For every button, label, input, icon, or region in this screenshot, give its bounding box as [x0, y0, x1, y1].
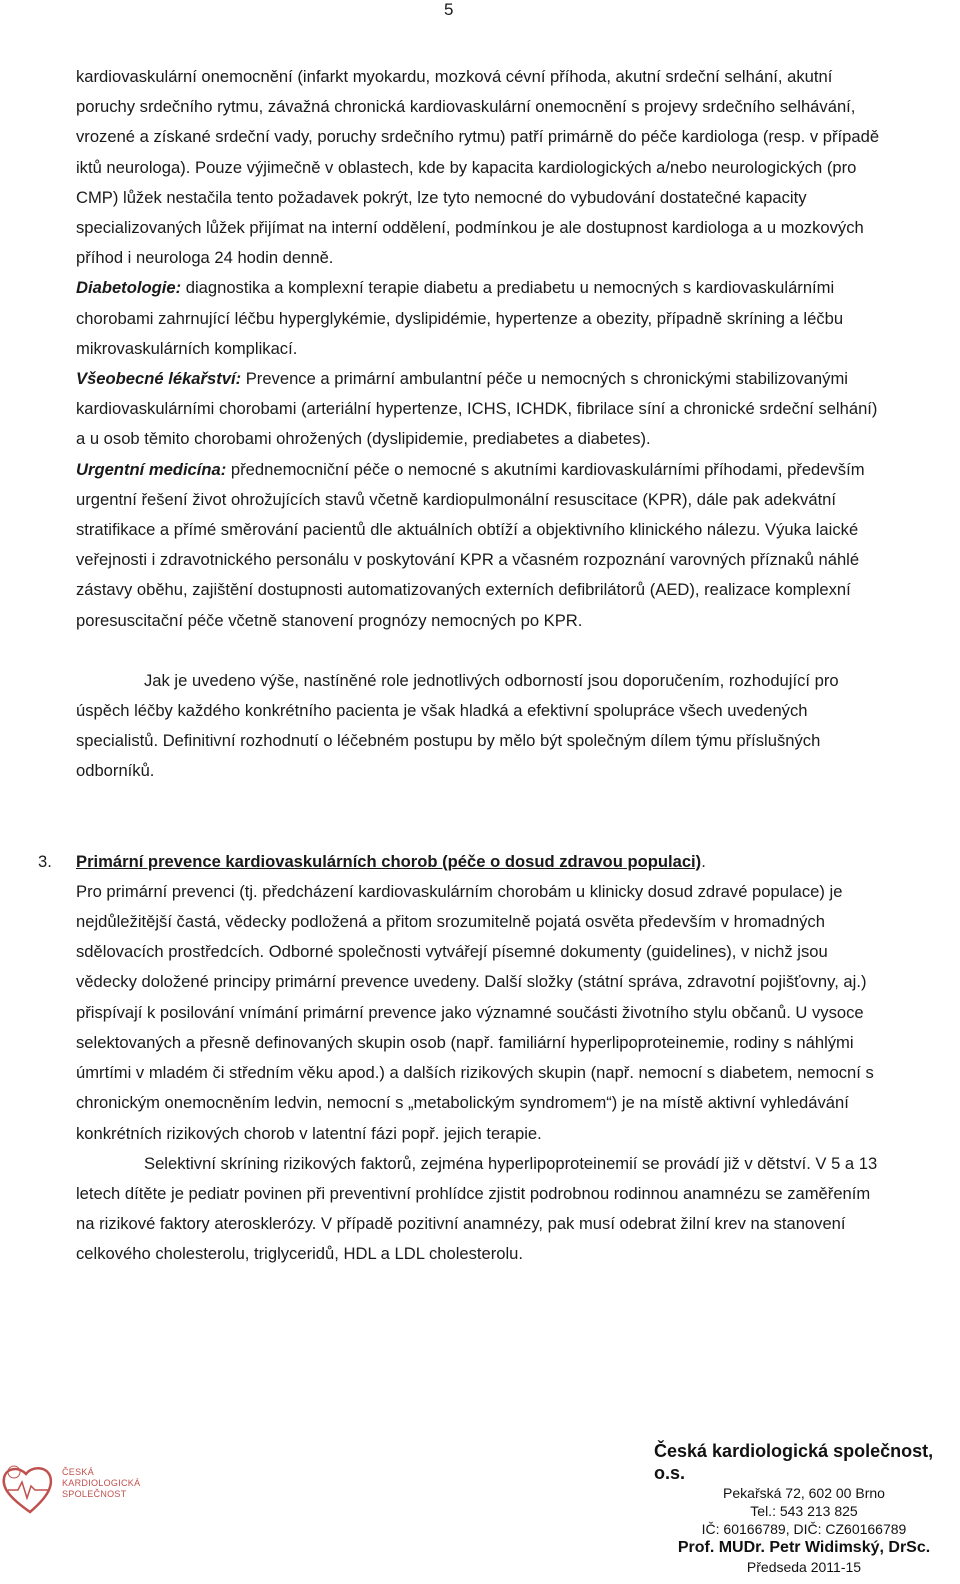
stamp-role: Předseda 2011-15 [746, 1559, 862, 1575]
intro-text-b: Pouze výjimečně v oblastech, kde by kapacita kardiologických a/nebo neurologických (pro CMP) lůžek nestačila tento požadavek pokrýt, lze tyto nemocné do vybudování dostatečné kapacity specializovaných lůžek přijímat na interní oddělení, podmínkou je ale dostupnost kardiologa a u mozkových příhod i neurologa 24 hodin denně. [76, 157, 864, 268]
organization-stamp [654, 1440, 954, 1576]
term-diabetologie: Diabetologie: [76, 278, 182, 298]
paragraph-screening: Selektivní skríning rizikových faktorů, zejména hyperlipoproteinemií se provádí již v dětství. V 5 a 13 letech dítěte je pediatr povinen při preventivní prohlídce zjistit podrobnou rodinnou anamnézu se zaměřením na rizikové faktory aterosklerózy. V případě pozitivní anamnézy, pak musí odebrat žilní krev na stanovení celkového cholesterolu, triglyceridů, HDL a LDL cholesterolu. [76, 1153, 878, 1264]
paragraph-diabetologie [76, 273, 888, 364]
vseobecne-lekarstvi-text: Prevence a primární ambulantní péče u nemocných s chronickými stabilizovanými kardiovaskulárními chorobami (arteriální hypertenze, ICHS, ICHDK, fibrilace síní a chronické srdeční selhání) a u osob těmito chorobami ohrožených (dyslipidemie, prediabetes a diabetes). [76, 369, 878, 449]
logo-line-2: KARDIOLOGICKÁ [62, 1478, 141, 1488]
section-3 [38, 847, 888, 1270]
document-body [38, 62, 888, 1270]
stamp-chair: Prof. MUDr. Petr Widimský, DrSc. [677, 1539, 931, 1556]
stamp-address: Pekařská 72, 602 00 Brno [723, 1485, 885, 1501]
term-urgentni-medicina: Urgentní medicína: [76, 459, 227, 479]
paragraph-summary: Jak je uvedeno výše, nastíněné role jednotlivých odborností jsou doporučením, rozhodující pro úspěch léčby každého konkrétního pacienta je však hladká a efektivní spolupráce všech uvedených specialistů. Definitivní rozhodnutí o léčebném postupu by mělo být společným dílem týmu příslušných odborníků. [76, 670, 839, 781]
stamp-phone: Tel.: 543 213 825 [750, 1503, 858, 1519]
term-vseobecne-lekarstvi: Všeobecné lékařství: [76, 369, 242, 389]
stamp-ids: IČ: 60166789, DIČ: CZ60166789 [701, 1521, 907, 1537]
urgentni-medicina-text: přednemocniční péče o nemocné s akutními kardiovaskulárními příhodami, především urgentní řešení život ohrožujících stavů včetně kardiopulmonální resuscitace (KPR), dále pak adekvátní stratifikace a přímé směrování pacientů dle aktuálních obtíží a objektivního klinického nálezu. Výuka laické veřejnosti i zdravotnického personálu v poskytování KPR a včasném rozpoznání varovných příznaků náhlé zástavy oběhu, zajištění dostupnosti automatizovaných externích defibrilátorů (AED), realizace komplexní poresuscitační péče včetně stanovení prognózy nemocných po KPR. [76, 459, 865, 630]
section-heading [76, 847, 888, 877]
section-title: Primární prevence kardiovaskulárních chorob (péče o dosud zdravou populaci) [76, 851, 702, 871]
intro-text-a: kardiovaskulární onemocnění (infarkt myokardu, mozková cévní příhoda, akutní srdeční selhání, akutní poruchy srdečního rytmu, závažná chronická kardiovaskulární onemocnění s projevy srdečního selhávání, vrozené a získané srdeční vady, poruchy srdečního rytmu) patří primárně do péče kardiologa (resp. v případě iktů neurologa). [76, 67, 880, 177]
section-number: 3. [38, 851, 52, 871]
paragraph-urgentni-medicina [76, 455, 888, 636]
stamp-organization: Česká kardiologická společnost, o.s. [654, 1441, 934, 1483]
paragraph-vseobecne-lekarstvi [76, 364, 888, 455]
paragraph-prevention: Pro primární prevenci (tj. předcházení kardiovaskulárním chorobám u klinicky dosud zdravé populace) je nejdůležitější častá, vědecky podložená a přitom srozumitelně pojatá osvěta především v hromadných sdělovacích prostředcích. Odborné společnosti vytvářejí písemné dokumenty (guidelines), v nichž jsou vědecky doložené principy primární prevence uvedeny. Další složky (státní správa, zdravotní pojišťovny, aj.) přispívají k posilování vnímání primární prevence jako významné součásti životního stylu občanů. U vysoce selektovaných a přesně definovaných skupin osob (např. familiární hyperlipoproteinemie, rodiny s náhlými úmrtími v mladém či středním věku apod.) a dalších rizikových skupin (např. nemocní s diabetem, nemocní s chronickým onemocněním ledvin, nemocní s „metabolickým syndromem“) je na místě aktivní vyhledávání konkrétních rizikových chorob v latentní fázi popř. jejich terapie. [76, 881, 874, 1143]
paragraph-intro [76, 62, 888, 273]
logo-text [62, 1467, 140, 1500]
diabetologie-text: diagnostika a komplexní terapie diabetu a prediabetu u nemocných s kardiovaskulárními chorobami zahrnující léčbu hyperglykémie, dyslipidémie, hypertenze a obezity, případně skríning a léčbu mikrovaskulárních komplikací. [76, 278, 844, 358]
logo-line-1: ČESKÁ [62, 1467, 95, 1477]
page-number: 5 [444, 0, 454, 19]
logo-line-3: SPOLEČNOST [62, 1489, 127, 1499]
section-title-dot: . [701, 851, 706, 871]
